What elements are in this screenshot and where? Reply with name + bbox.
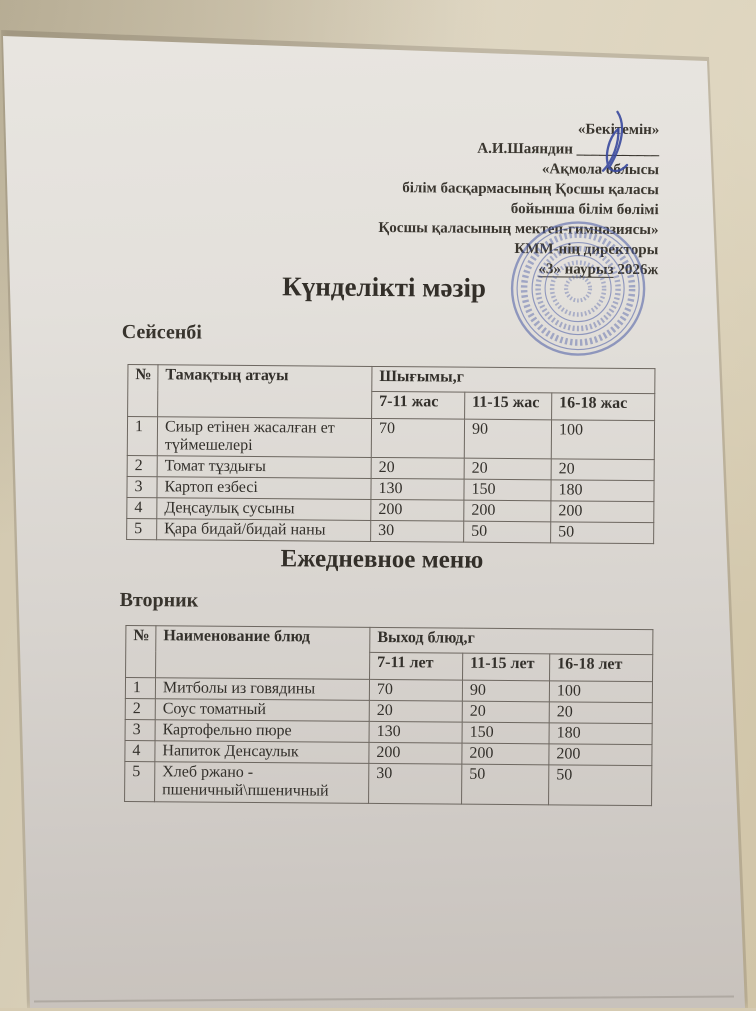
approval-line-bekitemin: «Бекітемін»	[577, 121, 660, 139]
portion-value: 20	[371, 457, 464, 479]
portion-value: 50	[549, 765, 652, 806]
portion-value: 200	[369, 742, 462, 764]
row-no: 4	[125, 741, 155, 762]
approval-date-underlined: «3» наурыз	[538, 261, 614, 278]
table-row	[125, 762, 652, 806]
approval-date-rest: 2026ж	[613, 261, 659, 279]
row-no: 1	[127, 417, 157, 456]
portion-value: 200	[549, 744, 652, 766]
portion-value: 50	[462, 764, 549, 805]
portion-value: 70	[369, 679, 462, 701]
page-title-kz: Күнделікті мәзір	[282, 271, 487, 303]
portion-value: 30	[371, 520, 464, 542]
portion-value: 200	[462, 743, 549, 765]
portion-value: 90	[462, 680, 549, 702]
portion-value: 20	[369, 700, 462, 722]
ru-col-name: Наименование блюд	[156, 626, 370, 680]
approval-line: білім басқармасының Қосшы қаласы	[402, 180, 659, 199]
row-no: 5	[125, 762, 155, 802]
ru-col-output: Выход блюд,г	[370, 627, 653, 654]
portion-value: 70	[371, 418, 464, 458]
portion-value: 20	[549, 702, 652, 724]
dish-name: Томат тұздығы	[157, 456, 371, 479]
approval-line: КММ-нің директоры	[514, 241, 659, 259]
portion-value: 20	[464, 458, 551, 480]
row-no: 2	[125, 699, 155, 720]
portion-value: 200	[464, 500, 551, 522]
day-label-ru: Вторник	[119, 588, 199, 612]
ru-age-col-3: 16-18 лет	[550, 654, 653, 682]
approval-line: бойынша білім бөлімі	[510, 201, 659, 219]
portion-value: 180	[551, 480, 654, 502]
portion-value: 200	[551, 501, 654, 523]
approval-line: «Ақмола облысы	[541, 161, 660, 179]
portion-value: 130	[371, 478, 464, 500]
portion-value: 50	[464, 521, 551, 543]
dish-name: Соус томатный	[155, 699, 369, 722]
dish-name: Қара бидай/бидай наны	[157, 519, 371, 542]
portion-value: 50	[551, 522, 654, 544]
portion-value: 30	[369, 763, 462, 804]
day-label-kz: Сейсенбі	[121, 320, 202, 344]
dish-name: Сиыр етінен жасалған ет түймешелері	[157, 417, 371, 458]
kz-col-output: Шығымы,г	[372, 366, 655, 393]
dish-name: Картофельно пюре	[155, 720, 369, 743]
portion-value: 100	[549, 681, 652, 703]
portion-value: 20	[462, 701, 549, 723]
menu-table-kz	[126, 364, 655, 544]
page-title-ru: Ежедневное меню	[280, 545, 484, 574]
portion-value: 150	[462, 722, 549, 744]
row-no: 2	[127, 456, 157, 477]
row-no: 4	[127, 498, 157, 519]
kz-age-col-1: 7-11 жас	[372, 391, 465, 419]
row-no: 5	[127, 519, 157, 540]
dish-name: Хлеб ржано - пшеничный\пшеничный	[155, 762, 369, 804]
row-no: 3	[125, 720, 155, 741]
dish-name: Картоп езбесі	[157, 477, 371, 500]
ru-age-col-2: 11-15 лет	[463, 653, 550, 681]
portion-value: 150	[464, 479, 551, 501]
row-no: 1	[125, 678, 155, 699]
table-row	[127, 417, 654, 460]
director-name: А.И.Шаяндин	[477, 140, 574, 158]
kz-age-col-2: 11-15 жас	[465, 392, 552, 420]
portion-value: 100	[551, 420, 654, 460]
kz-age-col-3: 16-18 жас	[552, 393, 655, 421]
row-no: 3	[127, 477, 157, 498]
dish-name: Митболы из говядины	[155, 678, 369, 701]
signature-ink-icon	[573, 104, 684, 185]
kz-col-name: Тамақтың атауы	[158, 365, 372, 419]
menu-table-ru	[124, 625, 653, 806]
portion-value: 20	[551, 459, 654, 481]
portion-value: 200	[371, 499, 464, 521]
signature-blank-line: ___________	[576, 141, 660, 159]
dish-name: Напиток Денсаулык	[155, 741, 369, 764]
portion-value: 90	[464, 419, 551, 459]
portion-value: 130	[369, 721, 462, 743]
ru-col-no: №	[126, 626, 156, 678]
ru-age-col-1: 7-11 лет	[370, 652, 463, 680]
kz-col-no: №	[128, 365, 158, 417]
approval-line: Қосшы қаласының мектеп-гимназиясы»	[378, 219, 659, 239]
portion-value: 180	[549, 723, 652, 745]
dish-name: Деңсаулық сусыны	[157, 498, 371, 521]
table-row	[127, 519, 654, 544]
